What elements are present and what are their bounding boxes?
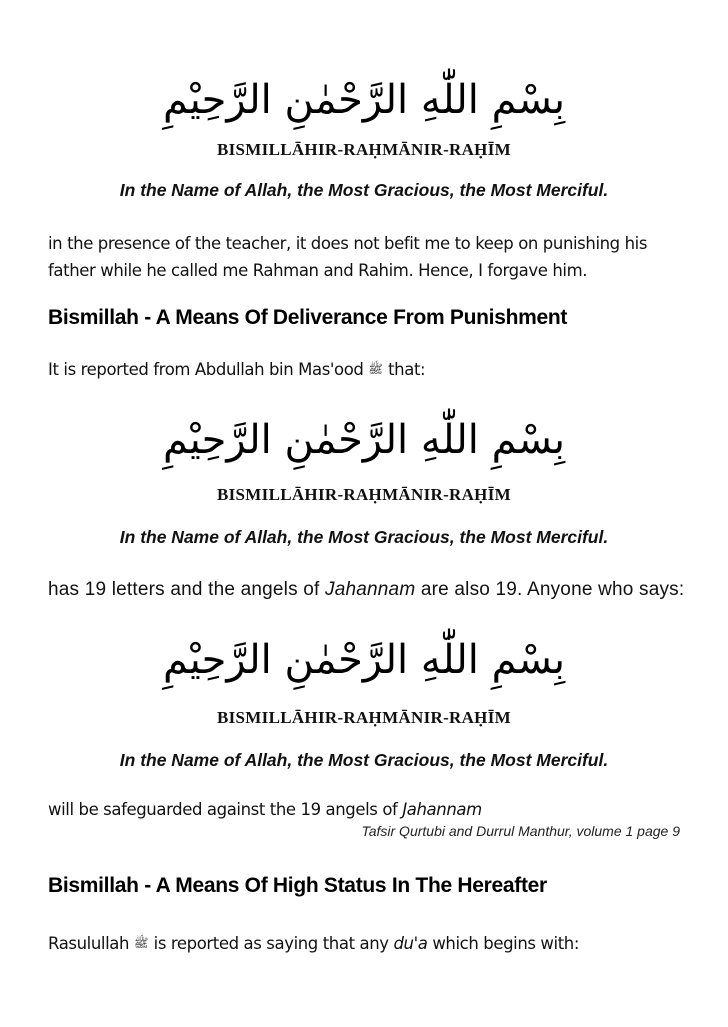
intro-text: It is reported from Abdullah bin Mas'ood: [48, 360, 364, 379]
bismillah-arabic: بِسْمِ اللّٰهِ الرَّحْمٰنِ الرَّحِيْمِ: [162, 637, 566, 683]
bismillah-translation: In the Name of Allah, the Most Gracious, the Most Merciful.: [119, 750, 609, 770]
intro-text: that:: [388, 360, 426, 379]
section-heading: Bismillah - A Means Of High Status In The Hereafter: [48, 874, 547, 897]
section-heading: Bismillah - A Means Of Deliverance From Punishment: [48, 306, 568, 329]
bismillah-transliteration: BISMILLĀHIR-RAḤMĀNIR-RAḤĪM: [217, 140, 511, 159]
paragraph: [48, 930, 688, 957]
honorific-icon: ﷺ: [133, 936, 149, 950]
paragraph: [48, 356, 688, 383]
honorific-icon: ﷺ: [368, 362, 383, 376]
paragraph: [48, 796, 688, 823]
emphasis-text: Jahannam: [325, 579, 416, 600]
bismillah-arabic: بِسْمِ اللّٰهِ الرَّحْمٰنِ الرَّحِيْمِ: [162, 77, 566, 123]
paragraph-text: has 19 letters and the angels of: [48, 579, 320, 600]
bismillah-transliteration: BISMILLĀHIR-RAḤMĀNIR-RAḤĪM: [217, 485, 511, 504]
paragraph: [48, 576, 688, 603]
bismillah-translation: In the Name of Allah, the Most Gracious, the Most Merciful.: [119, 180, 609, 200]
intro-text: Rasulullah: [48, 934, 130, 953]
paragraph: in the presence of the teacher, it does not befit me to keep on punishing his father while he called me Rahman and Rahim. Hence, I forgave him.: [48, 234, 648, 280]
emphasis-text: du'a: [393, 934, 428, 953]
intro-text: which begins with:: [432, 934, 579, 953]
reference-citation: Tafsir Qurtubi and Durrul Manthur, volume 1 page 9: [361, 823, 680, 839]
bismillah-arabic: بِسْمِ اللّٰهِ الرَّحْمٰنِ الرَّحِيْمِ: [162, 417, 566, 463]
emphasis-text: Jahannam: [402, 800, 482, 819]
bismillah-translation: In the Name of Allah, the Most Gracious, the Most Merciful.: [119, 527, 609, 547]
paragraph-text: are also 19. Anyone who says:: [420, 579, 685, 600]
paragraph-text: will be safeguarded against the 19 angels of: [48, 800, 398, 819]
bismillah-transliteration: BISMILLĀHIR-RAḤMĀNIR-RAḤĪM: [217, 708, 511, 727]
intro-text: is reported as saying that any: [153, 934, 389, 953]
